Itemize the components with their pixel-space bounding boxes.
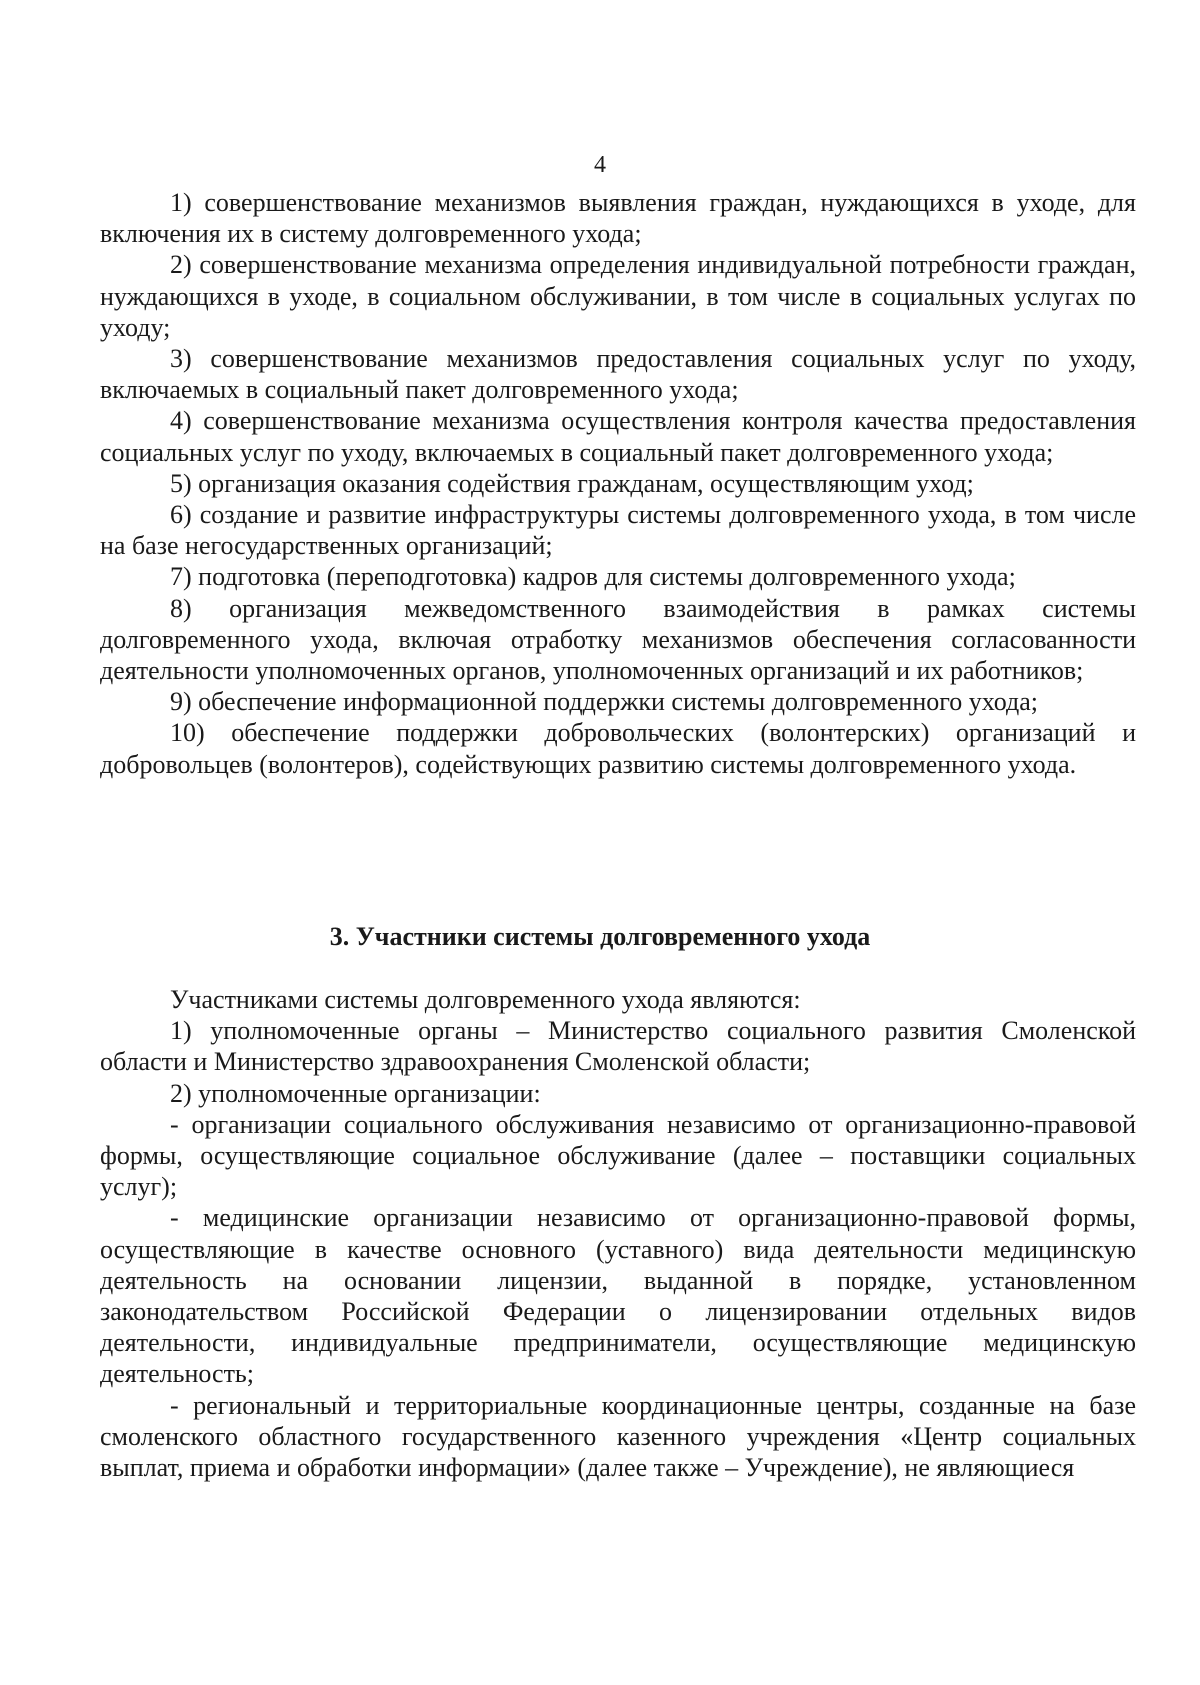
task-item: 7) подготовка (переподготовка) кадров для системы долговременного ухода; bbox=[170, 562, 1016, 592]
task-item: 10) обеспечение поддержки добровольческих (волонтерских) организаций и добровольцев (волонтеров), содействующих развитию системы долговременного ухода. bbox=[100, 718, 1136, 779]
section-heading: 3. Участники системы долговременного ухода bbox=[329, 922, 871, 951]
page-number: 4 bbox=[594, 152, 606, 178]
task-item: 3) совершенствование механизмов предоставления социальных услуг по уходу, включаемых в социальный пакет долговременного ухода; bbox=[100, 344, 1136, 405]
section-paragraph: Участниками системы долговременного ухода являются: bbox=[170, 985, 801, 1014]
task-item: 2) совершенствование механизма определения индивидуальной потребности граждан, нуждающихся в уходе, в социальном обслуживании, в том числе в социальных услугах по уходу; bbox=[100, 250, 1136, 342]
section-paragraph: - региональный и территориальные координационные центры, созданные на базе смоленского областного государственного казенного учреждения «Центр социальных выплат, приема и обработки информации» (далее также – Учреждение), не являющиеся bbox=[100, 1390, 1136, 1483]
section-paragraph: - организации социального обслуживания независимо от организационно-правовой формы, осуществляющие социальное обслуживание (далее – поставщики социальных услуг); bbox=[100, 1109, 1136, 1202]
section-paragraph: 1) уполномоченные органы – Министерство социального развития Смоленской области и Министерство здравоохранения Смоленской области; bbox=[100, 1016, 1136, 1077]
section-paragraph: 2) уполномоченные организации: bbox=[170, 1078, 541, 1108]
task-item: 9) обеспечение информационной поддержки системы долговременного ухода; bbox=[170, 687, 1039, 717]
task-item: 8) организация межведомственного взаимодействия в рамках системы долговременного ухода, включая отработку механизмов обеспечения согласованности деятельности уполномоченных органов, уполномоченных организаций и их работников; bbox=[100, 593, 1136, 686]
task-item: 5) организация оказания содействия гражданам, осуществляющим уход; bbox=[170, 468, 974, 498]
section-body bbox=[100, 984, 1136, 1483]
task-item: 1) совершенствование механизмов выявления граждан, нуждающихся в уходе, для включения их в систему долговременного ухода; bbox=[100, 188, 1136, 249]
tasks-list bbox=[100, 187, 1136, 780]
section-paragraph: - медицинские организации независимо от организационно-правовой формы, осуществляющие в качестве основного (уставного) вида деятельности медицинскую деятельность на основании лицензии, выданной в порядке, установленном законодательством Российской Федерации о лицензировании отдельных видов деятельности, индивидуальные предприниматели, осуществляющие медицинскую деятельность; bbox=[100, 1203, 1136, 1389]
task-item: 4) совершенствование механизма осуществления контроля качества предоставления социальных услуг по уходу, включаемых в социальный пакет долговременного ухода; bbox=[100, 406, 1136, 467]
task-item: 6) создание и развитие инфраструктуры системы долговременного ухода, в том числе на базе негосударственных организаций; bbox=[100, 500, 1136, 561]
